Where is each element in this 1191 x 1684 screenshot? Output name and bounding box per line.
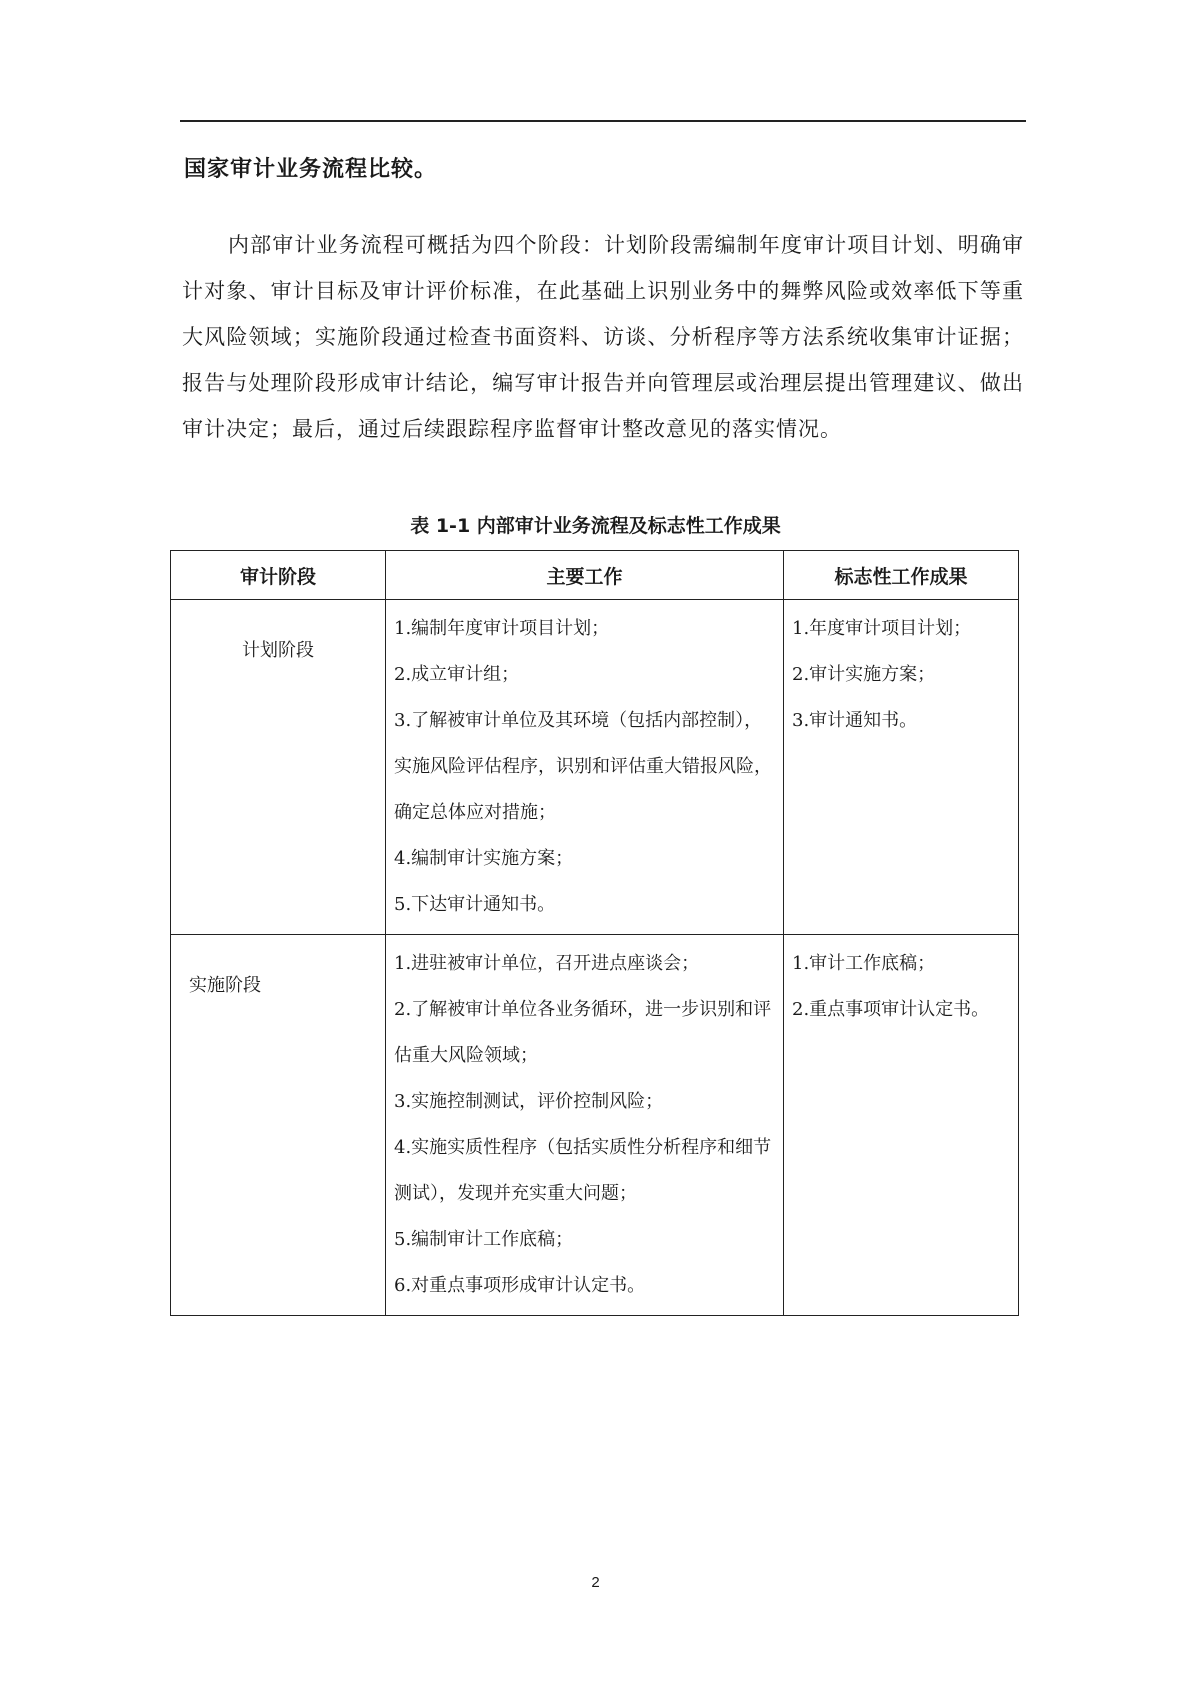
stage-label: 实施阶段: [189, 975, 261, 996]
work-item: 5.下达审计通知书。: [394, 894, 556, 915]
stage-cell: [171, 600, 386, 935]
table-row: [171, 600, 1019, 935]
stage-cell: [171, 935, 386, 1316]
work-item: 4.实施实质性程序（包括实质性分析程序和细节测试），发现并充实重大问题；: [394, 1137, 772, 1204]
work-item: 2.了解被审计单位各业务循环，进一步识别和评估重大风险领域；: [394, 999, 772, 1066]
work-item: 1.编制年度审计项目计划；: [394, 618, 610, 639]
table-row: [171, 935, 1019, 1316]
results-cell: [784, 935, 1019, 1316]
work-item: 6.对重点事项形成审计认定书。: [394, 1275, 646, 1296]
work-cell: [386, 935, 784, 1316]
header-main-work: 主要工作: [386, 551, 784, 600]
work-item: 3.了解被审计单位及其环境（包括内部控制），实施风险评估程序，识别和评估重大错报风险，确定总体应对措施；: [394, 710, 772, 823]
work-item: 4.编制审计实施方案；: [394, 848, 574, 869]
body-paragraph: 内部审计业务流程可概括为四个阶段：计划阶段需编制年度审计项目计划、明确审计对象、审计目标及审计评价标准，在此基础上识别业务中的舞弊风险或效率低下等重大风险领域；实施阶段通过检查书面资料、访谈、分析程序等方法系统收集审计证据；报告与处理阶段形成审计结论，编写审计报告并向管理层或治理层提出管理建议、做出审计决定；最后，通过后续跟踪程序监督审计整改意见的落实情况。: [182, 233, 1024, 441]
stage-label: 计划阶段: [242, 640, 314, 661]
header-stage: 审计阶段: [171, 551, 386, 600]
result-item: 2.审计实施方案；: [792, 664, 936, 685]
work-cell: [386, 600, 784, 935]
result-item: 3.审计通知书。: [792, 710, 918, 731]
header-rule: [180, 120, 1026, 122]
work-item: 1.进驻被审计单位，召开进点座谈会；: [394, 953, 700, 974]
results-cell: [784, 600, 1019, 935]
table-header-row: [171, 551, 1019, 600]
result-item: 2.重点事项审计认定书。: [792, 999, 990, 1020]
table-caption: 表 1-1 内部审计业务流程及标志性工作成果: [410, 515, 781, 537]
work-item: 5.编制审计工作底稿；: [394, 1229, 574, 1250]
work-item: 3.实施控制测试，评价控制风险；: [394, 1091, 664, 1112]
result-item: 1.审计工作底稿；: [792, 953, 936, 974]
audit-process-table: [170, 550, 1019, 1316]
result-item: 1.年度审计项目计划；: [792, 618, 972, 639]
section-heading: 国家审计业务流程比较。: [184, 157, 438, 182]
work-item: 2.成立审计组；: [394, 664, 520, 685]
header-results: 标志性工作成果: [784, 551, 1019, 600]
page-number: 2: [591, 1574, 600, 1591]
